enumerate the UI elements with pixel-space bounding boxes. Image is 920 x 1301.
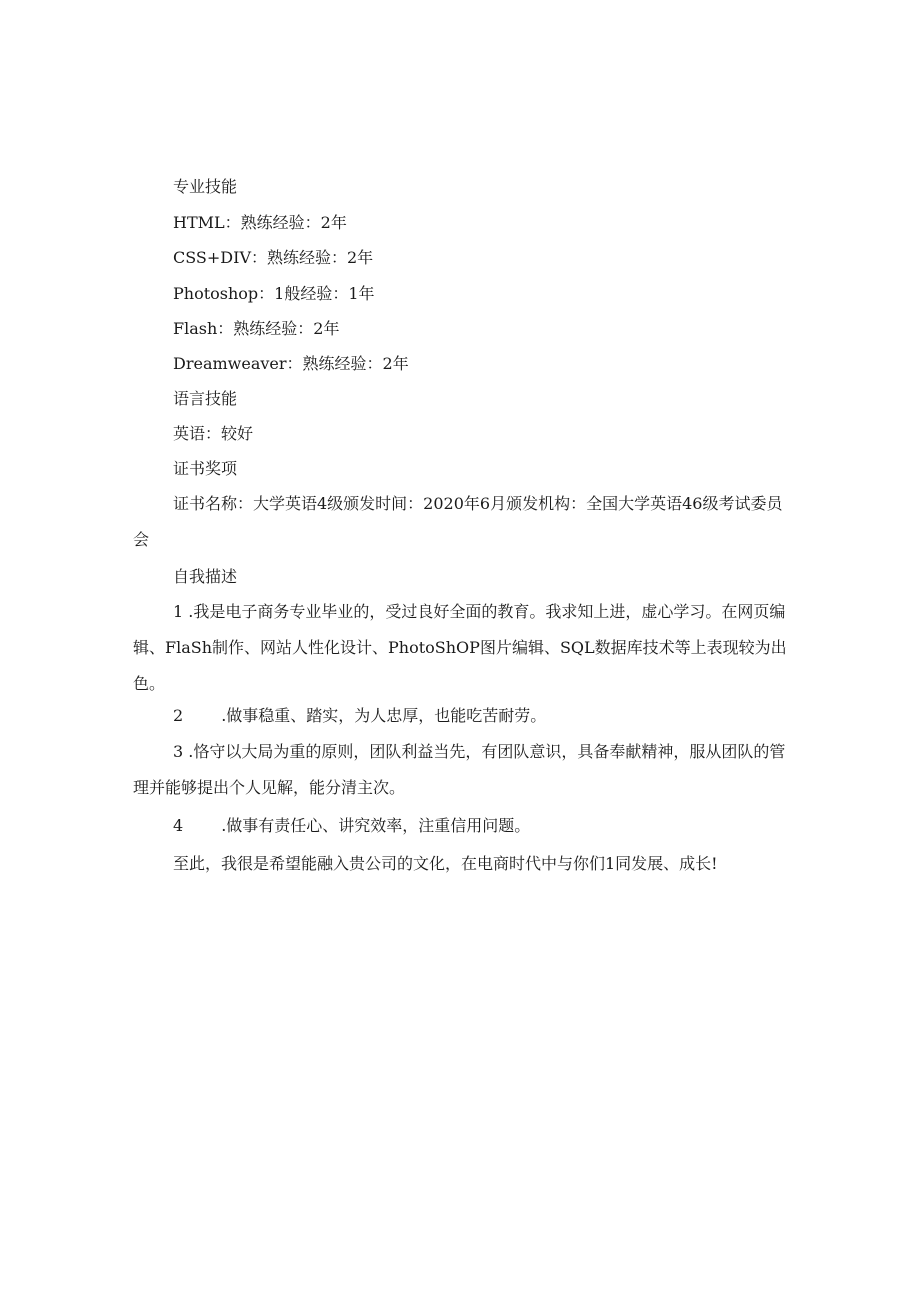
- self-item-text: .恪守以大局为重的原则，团队利益当先，有团队意识，具备奉献精神，服从团队的管理并能够提出个人见解，能分清主次。: [133, 742, 786, 797]
- language-item-english: 英语：较好: [173, 424, 254, 443]
- self-item-number: 1: [173, 602, 184, 621]
- self-item-2: [173, 706, 546, 726]
- skill-item-html: HTML：熟练经验：2年: [173, 213, 347, 232]
- self-item-text: .我是电子商务专业毕业的，受过良好全面的教育。我求知上进，虚心学习。在网页编辑、FlaSh制作、网站人性化设计、PhotoShOP图片编辑、SQL数据库技术等上表现较为出色。: [133, 602, 787, 693]
- section-title-self-description: 自我描述: [173, 567, 238, 586]
- skill-item-dreamweaver: Dreamweaver：熟练经验：2年: [173, 354, 409, 373]
- skill-item-photoshop: Photoshop：1般经验：1年: [173, 284, 375, 303]
- skill-item-flash: Flash：熟练经验：2年: [173, 319, 340, 338]
- self-item-3: [133, 734, 793, 806]
- self-item-4: [173, 816, 530, 836]
- self-item-number: 3: [173, 742, 184, 761]
- self-item-number: 2: [173, 706, 184, 725]
- self-item-text: .做事有责任心、讲究效率，注重信用问题。: [221, 816, 531, 835]
- self-item-text: .做事稳重、踏实，为人忠厚，也能吃苦耐劳。: [221, 706, 547, 725]
- section-title-language-skills: 语言技能: [173, 389, 238, 408]
- section-title-certificates: 证书奖项: [173, 459, 238, 478]
- section-title-professional-skills: 专业技能: [173, 177, 238, 196]
- closing-paragraph: 至此，我很是希望能融入贵公司的文化，在电商时代中与你们1同发展、成长!: [173, 854, 718, 873]
- self-item-number: 4: [173, 816, 184, 835]
- self-item-1: [133, 594, 793, 702]
- skill-item-css-div: CSS+DIV：熟练经验：2年: [173, 248, 374, 267]
- certificate-paragraph: 证书名称：大学英语4级颁发时间：2020年6月颁发机构：全国大学英语46级考试委员会: [133, 494, 783, 549]
